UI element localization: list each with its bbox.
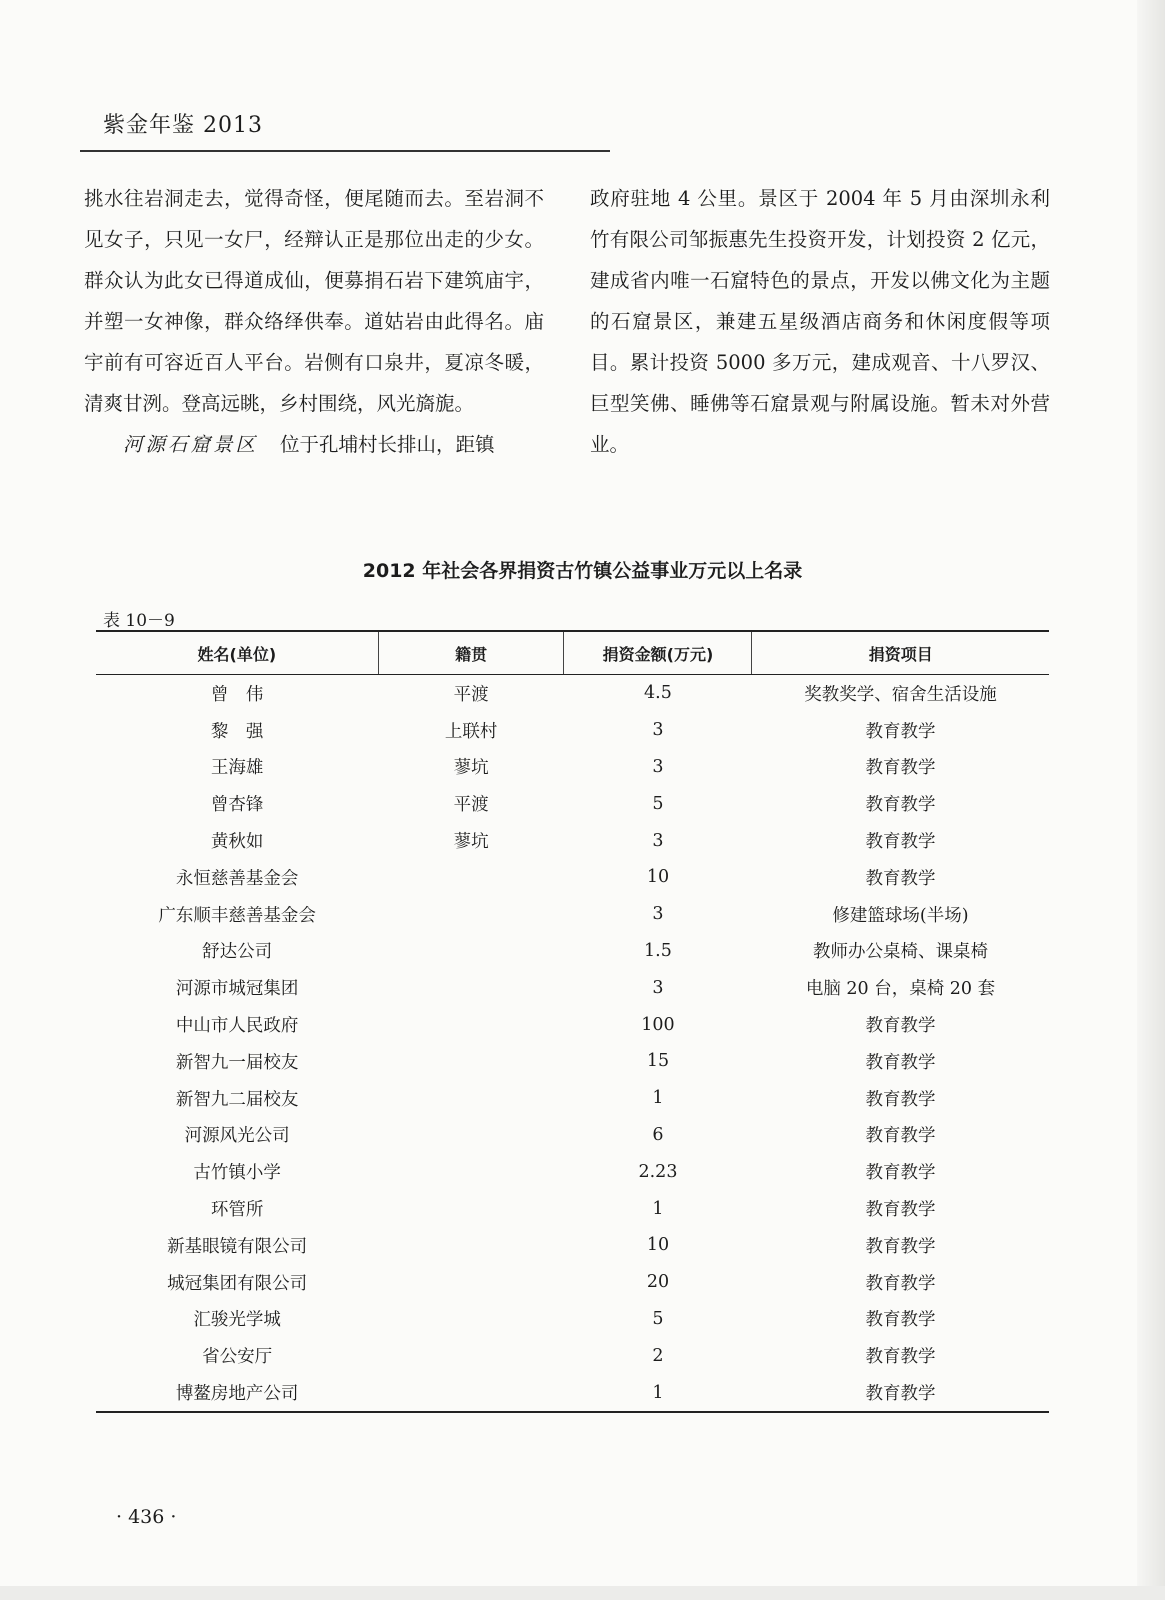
table-row [96, 785, 1049, 822]
cell-amount: 10 [646, 1235, 670, 1256]
table-row [96, 1374, 1049, 1412]
cell-amount: 100 [641, 1014, 675, 1035]
cell-name: 新智九二届校友 [175, 1089, 299, 1110]
cell-name: 永恒慈善基金会 [175, 868, 299, 889]
header-project: 捐资项目 [752, 631, 1049, 675]
cell-project: 教育教学 [865, 1089, 936, 1110]
table-row [96, 1153, 1049, 1190]
cell-amount: 3 [652, 720, 664, 741]
table-row [96, 1337, 1049, 1374]
cell-project: 教育教学 [865, 868, 936, 889]
cell-project: 教育教学 [865, 721, 936, 742]
cell-native-place [378, 1337, 564, 1374]
cell-project: 教育教学 [752, 1374, 1049, 1412]
page-number: · 436 · [116, 1506, 177, 1528]
cell-name: 新基眼镜有限公司 [167, 1236, 308, 1257]
table-title: 2012 年社会各界捐资古竹镇公益事业万元以上名录 [362, 560, 803, 582]
table-row [96, 1117, 1049, 1154]
table-row [96, 1006, 1049, 1043]
cell-project: 教育教学 [865, 1052, 936, 1073]
cell-amount: 3 [652, 756, 664, 777]
cell-amount: 20 [646, 1272, 670, 1293]
header-rule [80, 150, 610, 152]
header-name: 姓名(单位) [96, 631, 378, 675]
table-header-row [96, 631, 1049, 675]
right-paragraph-1: 政府驻地 4 公里。景区于 2004 年 5 月由深圳永利竹有限公司邹振惠先生投资开发，计划投资 2 亿元，建成省内唯一石窟特色的景点，开发以佛文化为主题的石窟景区，兼建五星级酒店商务和休闲度假等项目。累计投资 5000 多万元，建成观音、十八罗汉、巨型笑佛、睡佛等石窟景观与附属设施。暂未对外营业。 [590, 187, 1050, 456]
table-row [96, 933, 1049, 970]
cell-native-place [378, 969, 564, 1006]
cell-project: 教育教学 [865, 1273, 936, 1294]
cell-native-place [378, 1264, 564, 1301]
cell-name: 曾杏锋 [210, 795, 264, 816]
cell-amount: 5 [652, 793, 664, 814]
cell-native-place [378, 1006, 564, 1043]
cell-native-place [378, 1301, 564, 1338]
cell-project: 教育教学 [865, 1126, 936, 1147]
left-paragraph-2 [84, 424, 544, 465]
cell-amount: 15 [646, 1051, 670, 1072]
cell-amount: 1.5 [644, 940, 672, 961]
cell-name: 中山市人民政府 [175, 1016, 299, 1037]
cell-name: 环管所 [210, 1200, 264, 1221]
cell-project: 教育教学 [865, 1163, 936, 1184]
cell-name: 河源风光公司 [184, 1126, 290, 1147]
cell-native-place [378, 933, 564, 970]
scan-edge-right [1137, 0, 1165, 1600]
cell-native-place: 平渡 [453, 795, 489, 816]
cell-name: 王海雄 [210, 758, 264, 779]
cell-native-place: 平渡 [453, 684, 489, 705]
table-row [96, 1227, 1049, 1264]
cell-amount: 4.5 [644, 683, 672, 704]
cell-native-place [378, 1043, 564, 1080]
left-column [84, 178, 544, 465]
cell-project: 教育教学 [865, 758, 936, 779]
cell-project: 教育教学 [865, 1200, 936, 1221]
table-row [96, 896, 1049, 933]
cell-name: 新智九一届校友 [175, 1052, 299, 1073]
cell-name: 博鳌房地产公司 [96, 1374, 378, 1412]
cell-name: 城冠集团有限公司 [167, 1273, 308, 1294]
table-body [96, 675, 1049, 1412]
table-row [96, 859, 1049, 896]
table-row [96, 1301, 1049, 1338]
cell-name: 黄秋如 [210, 832, 264, 853]
cell-amount: 3 [652, 830, 664, 851]
cell-project: 教育教学 [865, 1347, 936, 1368]
header-native-place: 籍贯 [378, 631, 564, 675]
cell-name: 舒达公司 [202, 942, 273, 963]
table-row [96, 1043, 1049, 1080]
cell-native-place: 蓼坑 [453, 758, 489, 779]
right-column [590, 178, 1050, 465]
cell-native-place: 上联村 [444, 721, 498, 742]
cell-amount: 3 [652, 977, 664, 998]
cell-amount: 5 [652, 1308, 664, 1329]
table-row [96, 675, 1049, 712]
cell-name: 曾 伟 [210, 684, 264, 705]
left-paragraph-1: 挑水往岩洞走去，觉得奇怪，便尾随而去。至岩洞不见女子，只见一女尸，经辩认正是那位出走的少女。群众认为此女已得道成仙，便募捐石岩下建筑庙宇，并塑一女神像，群众络绎供奉。道姑岩由此得名。庙宇前有可容近百人平台。岩侧有口泉井，夏凉冬暖，清爽甘洌。登高远眺，乡村围绕，风光旖旎。 [84, 187, 544, 415]
cell-amount: 6 [652, 1124, 664, 1145]
cell-project: 教育教学 [865, 1310, 936, 1331]
cell-name: 古竹镇小学 [193, 1163, 281, 1184]
table-row [96, 749, 1049, 786]
section-text: 位于孔埔村长排山，距镇 [280, 433, 495, 456]
cell-name: 省公安厅 [202, 1347, 273, 1368]
cell-project: 教育教学 [865, 1236, 936, 1257]
cell-native-place: 蓼坑 [453, 832, 489, 853]
table-row [96, 1080, 1049, 1117]
cell-native-place [378, 1117, 564, 1154]
cell-native-place [378, 1190, 564, 1227]
cell-name: 河源市城冠集团 [175, 979, 299, 1000]
cell-amount: 2.23 [638, 1161, 678, 1182]
section-term: 河源石窟景区 [123, 433, 259, 456]
header-amount: 捐资金额(万元) [564, 631, 752, 675]
cell-amount: 10 [646, 867, 670, 888]
cell-native-place [378, 1080, 564, 1117]
table-number: 表 10－9 [103, 611, 175, 631]
table-row [96, 1190, 1049, 1227]
table-row [96, 1264, 1049, 1301]
cell-project: 教师办公桌椅、课桌椅 [812, 942, 988, 963]
cell-native-place [378, 1153, 564, 1190]
cell-native-place [378, 1227, 564, 1264]
cell-project: 修建篮球场(半场) [832, 905, 969, 926]
table-row [96, 712, 1049, 749]
scan-edge-bottom [0, 1586, 1165, 1600]
running-head: 紫金年鉴 2013 [103, 113, 263, 138]
cell-name: 广东顺丰慈善基金会 [158, 905, 316, 926]
table-row [96, 822, 1049, 859]
cell-project: 奖教奖学、宿舍生活设施 [804, 684, 997, 705]
cell-project: 教育教学 [865, 832, 936, 853]
cell-native-place [378, 859, 564, 896]
cell-project: 电脑 20 台，桌椅 20 套 [805, 979, 996, 1000]
cell-native-place [378, 896, 564, 933]
cell-name: 黎 强 [210, 721, 264, 742]
cell-project: 教育教学 [865, 1016, 936, 1037]
table-row [96, 969, 1049, 1006]
cell-name: 汇骏光学城 [193, 1310, 281, 1331]
donation-table [96, 630, 1049, 1413]
cell-amount: 1 [652, 1198, 664, 1219]
cell-native-place [378, 1374, 564, 1412]
cell-amount: 1 [652, 1088, 664, 1109]
cell-amount: 3 [652, 904, 664, 925]
cell-amount: 1 [564, 1374, 752, 1412]
cell-amount: 2 [652, 1345, 664, 1366]
cell-project: 教育教学 [865, 795, 936, 816]
